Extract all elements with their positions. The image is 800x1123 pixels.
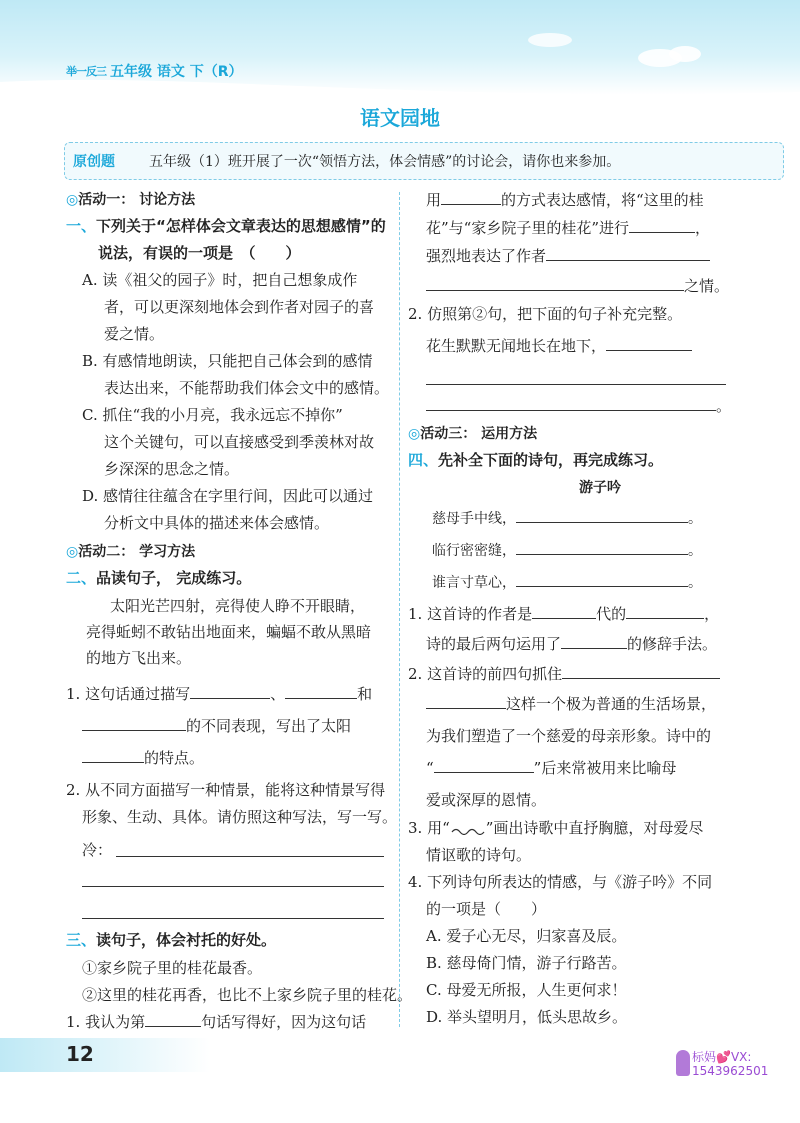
answer-blank[interactable] <box>426 396 716 411</box>
question-1-title: 一、下列关于“怎样体会文章表达的思想感情”的 <box>66 217 386 235</box>
intro-logo: 原创题 <box>73 154 115 170</box>
poem-subquestion-3-cont: 情讴歌的诗句。 <box>426 846 532 864</box>
poem-subquestion-2-cont: 为我们塑造了一个慈爱的母亲形象。诗中的 <box>426 727 712 745</box>
activity-2-heading: ◎活动二： 学习方法 <box>66 544 196 560</box>
answer-blank[interactable] <box>285 684 357 699</box>
poem-title: 游子吟 <box>579 480 621 496</box>
answer-blank[interactable] <box>426 694 506 709</box>
grade-label: 五年级 语文 下（R） <box>110 64 243 80</box>
cloud-icon <box>520 30 580 50</box>
passage-line: 的地方飞出来。 <box>86 649 192 667</box>
right-text: 花生默默无闻地长在地下， <box>426 336 692 356</box>
option-a: A. 读《祖父的园子》时，把自己想象成作 <box>82 271 358 289</box>
option-c-cont: 乡深深的思念之情。 <box>104 460 240 478</box>
page-number: 12 <box>66 1042 94 1066</box>
answer-line[interactable] <box>82 886 384 887</box>
subquestion-2: 2. 从不同方面描写一种情景，能将这种情景写得 <box>66 781 386 799</box>
answer-blank[interactable] <box>441 190 501 205</box>
answer-blank[interactable] <box>606 336 692 351</box>
sentence-2: ②这里的桂花再香，也比不上家乡院子里的桂花。 <box>82 986 413 1004</box>
answer-line[interactable] <box>82 918 384 919</box>
right-text: 花”与“家乡院子里的桂花”进行 ， <box>426 219 711 237</box>
right-text: 。 <box>426 396 731 416</box>
option-c-cont: 这个关键句，可以直接感受到季羡林对故 <box>104 433 375 451</box>
poem-subquestion-1: 1. 这首诗的作者是 代的 ， <box>408 605 720 623</box>
choice-c: C. 母爱无所报，人生更何求！ <box>426 981 627 999</box>
intro-text: 五年级（1）班开展了一次“领悟方法，体会情感”的讨论会，请你也来参加。 <box>149 154 621 170</box>
poem-subquestion-4-cont: 的一项是（ ） <box>426 900 547 918</box>
question-2-title: 二、品读句子， 完成练习。 <box>66 569 252 587</box>
poem-line: 慈母手中线， 。 <box>432 508 702 529</box>
answer-blank[interactable] <box>516 508 688 523</box>
choice-d: D. 举头望明月，低头思故乡。 <box>426 1008 628 1026</box>
right-text: 之情。 <box>426 276 729 296</box>
right-text: 用 的方式表达感情，将“这里的桂 <box>426 191 704 209</box>
option-c: C. 抓住“我的小月亮，我永远忘不掉你” <box>82 406 343 424</box>
subquestion-2-cont: 形象、生动、具体。请仿照这种写法，写一写。 <box>82 808 398 826</box>
activity-1-heading: ◎活动一： 讨论方法 <box>66 192 196 208</box>
answer-blank[interactable] <box>426 276 684 291</box>
poem-subquestion-2-cont: “ ”后来常被用来比喻母 <box>426 759 677 777</box>
header-logo: 举一反三 <box>66 65 106 78</box>
passage-line: 亮得蚯蚓不敢钻出地面来，蝙蝠不敢从黑暗 <box>86 623 372 641</box>
poem-subquestion-3: 3. 用“ ”画出诗歌中直抒胸臆，对母爱尽 <box>408 819 704 837</box>
cold-label: 冷： <box>82 841 113 859</box>
answer-blank[interactable] <box>562 664 720 679</box>
poem-subquestion-1-cont: 诗的最后两句运用了 的修辞手法。 <box>426 635 718 653</box>
right-subquestion-2: 2. 仿照第②句，把下面的句子补充完整。 <box>408 305 683 323</box>
subquestion-1-cont: 的不同表现，写出了太阳 <box>82 716 351 736</box>
wavy-underline-icon <box>450 821 486 835</box>
option-b: B. 有感情地朗读，只能把自己体会到的感情 <box>82 352 373 370</box>
poem-subquestion-2-cont: 这样一个极为普通的生活场景， <box>426 694 716 714</box>
cloud-icon <box>630 40 720 70</box>
poem-line: 谁言寸草心， 。 <box>432 572 702 593</box>
question-3-title: 三、读句子，体会衬托的好处。 <box>66 931 277 949</box>
question-4-title: 四、先补全下面的诗句，再完成练习。 <box>408 451 664 469</box>
subquestion-1: 1. 这句话通过描写 、 和 <box>66 685 373 703</box>
poem-subquestion-4: 4. 下列诗句所表达的情感，与《游子吟》不同 <box>408 873 713 891</box>
answer-line[interactable] <box>426 384 726 385</box>
question-1-prompt: 说法，有误的一项是 （ ） <box>98 244 301 262</box>
activity-3-heading: ◎活动三： 运用方法 <box>408 426 538 442</box>
answer-line[interactable] <box>116 856 384 857</box>
answer-blank[interactable] <box>561 634 627 649</box>
answer-blank[interactable] <box>516 572 688 587</box>
column-divider <box>399 192 400 1027</box>
answer-blank[interactable] <box>82 748 144 763</box>
question-3-sub-1: 1. 我认为第 句话写得好，因为这句话 <box>66 1013 367 1031</box>
answer-blank[interactable] <box>629 218 695 233</box>
option-d-cont: 分析文中具体的描述来体会感情。 <box>104 514 330 532</box>
choice-a: A. 爱子心无尽，归家喜及辰。 <box>426 927 627 945</box>
answer-blank[interactable] <box>626 604 704 619</box>
sentence-1: ①家乡院子里的桂花最香。 <box>82 959 263 977</box>
option-d: D. 感情往往蕴含在字里行间，因此可以通过 <box>82 487 374 505</box>
choice-b: B. 慈母倚门情，游子行路苦。 <box>426 954 627 972</box>
watermark: 标妈💕VX: 1543962501 <box>692 1050 769 1078</box>
option-a-cont: 者，可以更深刻地体会到作者对园子的喜 <box>104 298 375 316</box>
poem-subquestion-2: 2. 这首诗的前四句抓住 <box>408 664 720 684</box>
answer-blank[interactable] <box>516 540 688 555</box>
poem-subquestion-2-cont: 爱或深厚的恩情。 <box>426 791 547 809</box>
answer-blank[interactable] <box>532 604 596 619</box>
answer-blank[interactable] <box>190 684 270 699</box>
option-a-cont: 爱之情。 <box>104 325 165 343</box>
answer-blank[interactable] <box>82 716 186 731</box>
passage-line: 太阳光芒四射，亮得使人睁不开眼睛， <box>110 597 366 615</box>
page-title: 语文园地 <box>360 106 440 130</box>
answer-blank[interactable] <box>546 246 710 261</box>
answer-blank[interactable] <box>434 758 534 773</box>
option-b-cont: 表达出来，不能帮助我们体会文中的感情。 <box>104 379 390 397</box>
intro-box <box>64 142 784 180</box>
poem-line: 临行密密缝， 。 <box>432 540 702 561</box>
doll-icon <box>676 1050 690 1076</box>
subquestion-1-cont: 的特点。 <box>82 748 204 768</box>
answer-blank[interactable] <box>145 1012 201 1027</box>
page-number-band <box>0 1038 210 1072</box>
right-text: 强烈地表达了作者 <box>426 246 710 266</box>
